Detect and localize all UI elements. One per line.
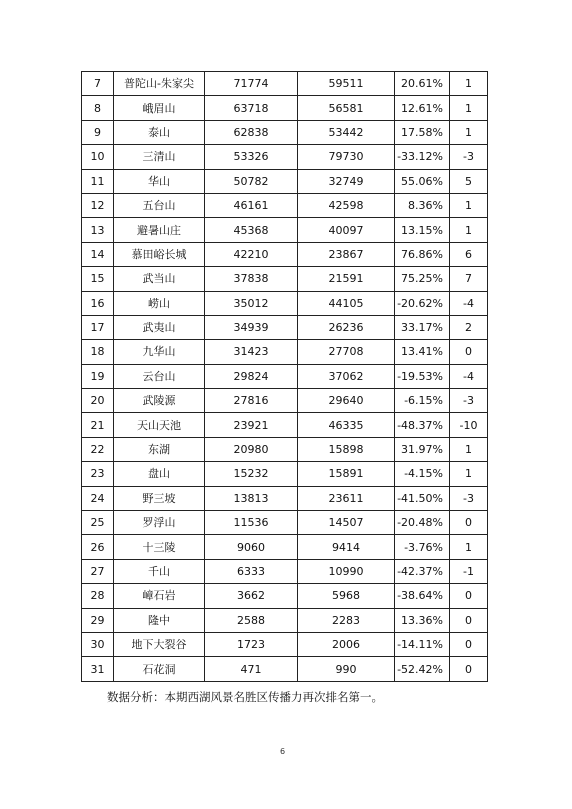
current-score-cell: 1723 xyxy=(205,632,298,656)
current-score-cell: 6333 xyxy=(205,559,298,583)
rank-cell: 8 xyxy=(82,96,114,120)
scenic-area-name-cell: 华山 xyxy=(114,169,205,193)
change-percent-cell: 17.58% xyxy=(395,120,450,144)
previous-score-cell: 26236 xyxy=(298,315,395,339)
change-percent-cell: -4.15% xyxy=(395,462,450,486)
table-row xyxy=(82,96,488,120)
rank-change-cell: 1 xyxy=(450,72,488,96)
scenic-area-name-cell: 云台山 xyxy=(114,364,205,388)
previous-score-cell: 46335 xyxy=(298,413,395,437)
current-score-cell: 63718 xyxy=(205,96,298,120)
change-percent-cell: 75.25% xyxy=(395,267,450,291)
current-score-cell: 20980 xyxy=(205,437,298,461)
previous-score-cell: 27708 xyxy=(298,340,395,364)
scenic-area-name-cell: 天山天池 xyxy=(114,413,205,437)
current-score-cell: 31423 xyxy=(205,340,298,364)
previous-score-cell: 21591 xyxy=(298,267,395,291)
table-row xyxy=(82,120,488,144)
rank-cell: 14 xyxy=(82,242,114,266)
change-percent-cell: 12.61% xyxy=(395,96,450,120)
table-row xyxy=(82,291,488,315)
table-row xyxy=(82,364,488,388)
rank-change-cell: 0 xyxy=(450,511,488,535)
current-score-cell: 35012 xyxy=(205,291,298,315)
change-percent-cell: 31.97% xyxy=(395,437,450,461)
change-percent-cell: 20.61% xyxy=(395,72,450,96)
previous-score-cell: 37062 xyxy=(298,364,395,388)
ranking-table-body xyxy=(82,72,488,682)
rank-cell: 25 xyxy=(82,511,114,535)
previous-score-cell: 53442 xyxy=(298,120,395,144)
current-score-cell: 62838 xyxy=(205,120,298,144)
current-score-cell: 27816 xyxy=(205,389,298,413)
rank-cell: 16 xyxy=(82,291,114,315)
page-number: 6 xyxy=(280,747,286,756)
change-percent-cell: 76.86% xyxy=(395,242,450,266)
current-score-cell: 2588 xyxy=(205,608,298,632)
table-row xyxy=(82,145,488,169)
current-score-cell: 13813 xyxy=(205,486,298,510)
analysis-text: 数据分析：本期西湖风景名胜区传播力再次排名第一。 xyxy=(107,690,383,704)
rank-cell: 29 xyxy=(82,608,114,632)
rank-change-cell: 7 xyxy=(450,267,488,291)
table-row xyxy=(82,218,488,242)
scenic-area-name-cell: 野三坡 xyxy=(114,486,205,510)
previous-score-cell: 990 xyxy=(298,657,395,681)
table-row xyxy=(82,315,488,339)
rank-change-cell: 0 xyxy=(450,340,488,364)
rank-change-cell: -3 xyxy=(450,145,488,169)
table-row xyxy=(82,242,488,266)
rank-cell: 13 xyxy=(82,218,114,242)
change-percent-cell: -42.37% xyxy=(395,559,450,583)
current-score-cell: 471 xyxy=(205,657,298,681)
table-row xyxy=(82,584,488,608)
change-percent-cell: -20.48% xyxy=(395,511,450,535)
rank-change-cell: -4 xyxy=(450,364,488,388)
rank-change-cell: 5 xyxy=(450,169,488,193)
table-row xyxy=(82,193,488,217)
previous-score-cell: 10990 xyxy=(298,559,395,583)
scenic-area-name-cell: 武陵源 xyxy=(114,389,205,413)
scenic-area-name-cell: 峨眉山 xyxy=(114,96,205,120)
table-row xyxy=(82,535,488,559)
table-row xyxy=(82,437,488,461)
scenic-area-name-cell: 武夷山 xyxy=(114,315,205,339)
previous-score-cell: 40097 xyxy=(298,218,395,242)
rank-change-cell: 1 xyxy=(450,437,488,461)
current-score-cell: 50782 xyxy=(205,169,298,193)
table-row xyxy=(82,72,488,96)
scenic-area-name-cell: 千山 xyxy=(114,559,205,583)
scenic-area-name-cell: 普陀山-朱家尖 xyxy=(114,72,205,96)
change-percent-cell: -3.76% xyxy=(395,535,450,559)
current-score-cell: 29824 xyxy=(205,364,298,388)
rank-cell: 26 xyxy=(82,535,114,559)
previous-score-cell: 5968 xyxy=(298,584,395,608)
table-row xyxy=(82,559,488,583)
ranking-table xyxy=(81,71,488,682)
rank-cell: 12 xyxy=(82,193,114,217)
change-percent-cell: 13.36% xyxy=(395,608,450,632)
current-score-cell: 34939 xyxy=(205,315,298,339)
previous-score-cell: 9414 xyxy=(298,535,395,559)
current-score-cell: 46161 xyxy=(205,193,298,217)
rank-change-cell: 1 xyxy=(450,193,488,217)
rank-cell: 7 xyxy=(82,72,114,96)
scenic-area-name-cell: 罗浮山 xyxy=(114,511,205,535)
previous-score-cell: 23611 xyxy=(298,486,395,510)
previous-score-cell: 23867 xyxy=(298,242,395,266)
rank-change-cell: 1 xyxy=(450,535,488,559)
rank-cell: 17 xyxy=(82,315,114,339)
rank-cell: 20 xyxy=(82,389,114,413)
rank-cell: 11 xyxy=(82,169,114,193)
scenic-area-name-cell: 五台山 xyxy=(114,193,205,217)
change-percent-cell: 13.15% xyxy=(395,218,450,242)
table-row xyxy=(82,413,488,437)
scenic-area-name-cell: 泰山 xyxy=(114,120,205,144)
rank-change-cell: 0 xyxy=(450,584,488,608)
rank-change-cell: 1 xyxy=(450,96,488,120)
previous-score-cell: 56581 xyxy=(298,96,395,120)
rank-change-cell: 1 xyxy=(450,462,488,486)
rank-cell: 30 xyxy=(82,632,114,656)
change-percent-cell: 13.41% xyxy=(395,340,450,364)
current-score-cell: 37838 xyxy=(205,267,298,291)
table-row xyxy=(82,486,488,510)
scenic-area-name-cell: 石花洞 xyxy=(114,657,205,681)
scenic-area-name-cell: 慕田峪长城 xyxy=(114,242,205,266)
current-score-cell: 11536 xyxy=(205,511,298,535)
rank-cell: 21 xyxy=(82,413,114,437)
table-row xyxy=(82,169,488,193)
previous-score-cell: 2006 xyxy=(298,632,395,656)
change-percent-cell: -52.42% xyxy=(395,657,450,681)
table-row xyxy=(82,267,488,291)
previous-score-cell: 15891 xyxy=(298,462,395,486)
change-percent-cell: -48.37% xyxy=(395,413,450,437)
change-percent-cell: -14.11% xyxy=(395,632,450,656)
change-percent-cell: 33.17% xyxy=(395,315,450,339)
scenic-area-name-cell: 东湖 xyxy=(114,437,205,461)
change-percent-cell: -20.62% xyxy=(395,291,450,315)
scenic-area-name-cell: 嶂石岩 xyxy=(114,584,205,608)
rank-cell: 18 xyxy=(82,340,114,364)
rank-cell: 22 xyxy=(82,437,114,461)
previous-score-cell: 32749 xyxy=(298,169,395,193)
scenic-area-name-cell: 盘山 xyxy=(114,462,205,486)
rank-change-cell: -4 xyxy=(450,291,488,315)
scenic-area-name-cell: 避暑山庄 xyxy=(114,218,205,242)
change-percent-cell: -19.53% xyxy=(395,364,450,388)
rank-change-cell: 1 xyxy=(450,120,488,144)
table-row xyxy=(82,608,488,632)
change-percent-cell: 8.36% xyxy=(395,193,450,217)
previous-score-cell: 14507 xyxy=(298,511,395,535)
current-score-cell: 42210 xyxy=(205,242,298,266)
rank-change-cell: -10 xyxy=(450,413,488,437)
rank-cell: 27 xyxy=(82,559,114,583)
change-percent-cell: -38.64% xyxy=(395,584,450,608)
rank-cell: 15 xyxy=(82,267,114,291)
current-score-cell: 45368 xyxy=(205,218,298,242)
rank-change-cell: -3 xyxy=(450,486,488,510)
table-row xyxy=(82,632,488,656)
scenic-area-name-cell: 九华山 xyxy=(114,340,205,364)
table-row xyxy=(82,657,488,681)
change-percent-cell: -41.50% xyxy=(395,486,450,510)
previous-score-cell: 15898 xyxy=(298,437,395,461)
rank-cell: 23 xyxy=(82,462,114,486)
rank-cell: 9 xyxy=(82,120,114,144)
table-row xyxy=(82,462,488,486)
change-percent-cell: -6.15% xyxy=(395,389,450,413)
table-row xyxy=(82,340,488,364)
rank-change-cell: 0 xyxy=(450,608,488,632)
previous-score-cell: 42598 xyxy=(298,193,395,217)
rank-cell: 24 xyxy=(82,486,114,510)
previous-score-cell: 44105 xyxy=(298,291,395,315)
rank-cell: 10 xyxy=(82,145,114,169)
rank-change-cell: -1 xyxy=(450,559,488,583)
table-row xyxy=(82,511,488,535)
rank-change-cell: 0 xyxy=(450,657,488,681)
scenic-area-name-cell: 地下大裂谷 xyxy=(114,632,205,656)
scenic-area-name-cell: 三清山 xyxy=(114,145,205,169)
current-score-cell: 15232 xyxy=(205,462,298,486)
change-percent-cell: 55.06% xyxy=(395,169,450,193)
current-score-cell: 71774 xyxy=(205,72,298,96)
previous-score-cell: 79730 xyxy=(298,145,395,169)
previous-score-cell: 29640 xyxy=(298,389,395,413)
rank-change-cell: -3 xyxy=(450,389,488,413)
rank-change-cell: 0 xyxy=(450,632,488,656)
table-row xyxy=(82,389,488,413)
current-score-cell: 3662 xyxy=(205,584,298,608)
current-score-cell: 53326 xyxy=(205,145,298,169)
previous-score-cell: 2283 xyxy=(298,608,395,632)
rank-cell: 31 xyxy=(82,657,114,681)
change-percent-cell: -33.12% xyxy=(395,145,450,169)
rank-cell: 19 xyxy=(82,364,114,388)
rank-cell: 28 xyxy=(82,584,114,608)
rank-change-cell: 2 xyxy=(450,315,488,339)
current-score-cell: 9060 xyxy=(205,535,298,559)
scenic-area-name-cell: 崂山 xyxy=(114,291,205,315)
rank-change-cell: 6 xyxy=(450,242,488,266)
scenic-area-name-cell: 十三陵 xyxy=(114,535,205,559)
scenic-area-name-cell: 武当山 xyxy=(114,267,205,291)
previous-score-cell: 59511 xyxy=(298,72,395,96)
scenic-area-name-cell: 隆中 xyxy=(114,608,205,632)
current-score-cell: 23921 xyxy=(205,413,298,437)
rank-change-cell: 1 xyxy=(450,218,488,242)
